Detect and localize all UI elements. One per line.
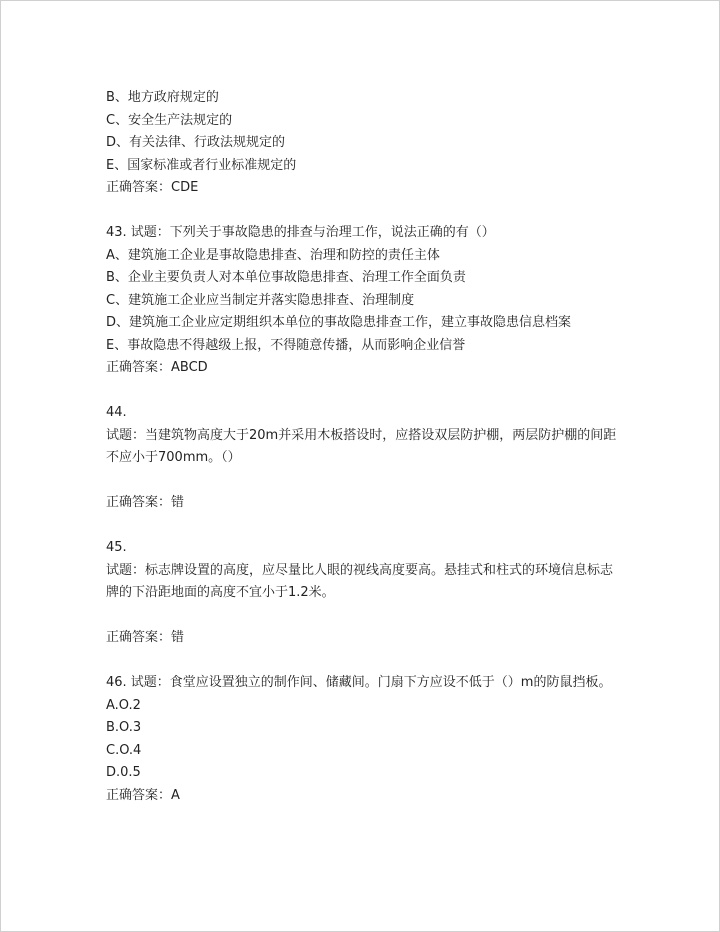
question-44 — [106, 402, 626, 515]
answer: 正确答案：ABCD — [106, 360, 208, 375]
option-b: B、地方政府规定的 — [106, 90, 219, 105]
option-e: E、事故隐患不得越级上报，不得随意传播，从而影响企业信誉 — [106, 337, 466, 353]
question-stem-line-2: 不应小于700mm。（） — [106, 450, 241, 465]
option-d: D、建筑施工企业应定期组织本单位的事故隐患排查工作，建立事故隐患信息档案 — [106, 315, 572, 330]
spacer — [106, 200, 626, 223]
option-b: B、企业主要负责人对本单位事故隐患排查、治理工作全面负责 — [106, 270, 466, 285]
question-content — [106, 87, 626, 807]
answer: 正确答案：CDE — [106, 180, 199, 195]
question-45 — [106, 537, 626, 650]
spacer — [106, 650, 626, 673]
question-42-tail — [106, 87, 626, 200]
option-c: C、建筑施工企业应当制定并落实隐患排查、治理制度 — [106, 292, 415, 308]
answer: 正确答案：错 — [106, 630, 185, 645]
question-stem: 43. 试题：下列关于事故隐患的排查与治理工作，说法正确的有（） — [106, 225, 495, 240]
question-stem-line-1: 试题：标志牌设置的高度，应尽量比人眼的视线高度要高。悬挂式和柱式的环境信息标志 — [106, 562, 614, 578]
question-stem: 46. 试题：食堂应设置独立的制作间、储藏间。门扇下方应设不低于（）m的防鼠挡板。 — [106, 675, 612, 690]
question-stem-line-1: 试题：当建筑物高度大于20m并采用木板搭设时，应搭设双层防护棚，两层防护棚的间距 — [106, 427, 617, 443]
option-c: C、安全生产法规定的 — [106, 112, 233, 128]
option-d: D、有关法律、行政法规规定的 — [106, 135, 286, 150]
spacer — [106, 380, 626, 403]
spacer — [106, 515, 626, 538]
question-number: 45. — [106, 540, 127, 555]
option-e: E、国家标准或者行业标准规定的 — [106, 157, 297, 173]
question-43 — [106, 222, 626, 380]
spacer — [106, 605, 626, 628]
option-a: A.O.2 — [106, 697, 141, 713]
question-46 — [106, 672, 626, 807]
spacer — [106, 470, 626, 493]
option-b: B.O.3 — [106, 720, 142, 735]
option-a: A、建筑施工企业是事故隐患排查、治理和防控的责任主体 — [106, 247, 440, 263]
answer: 正确答案：A — [106, 787, 180, 803]
option-c: C.O.4 — [106, 742, 142, 758]
question-number: 44. — [106, 405, 127, 420]
option-d: D.0.5 — [106, 765, 141, 780]
answer: 正确答案：错 — [106, 495, 185, 510]
question-stem-line-2: 牌的下沿距地面的高度不宜小于1.2米。 — [106, 585, 335, 600]
